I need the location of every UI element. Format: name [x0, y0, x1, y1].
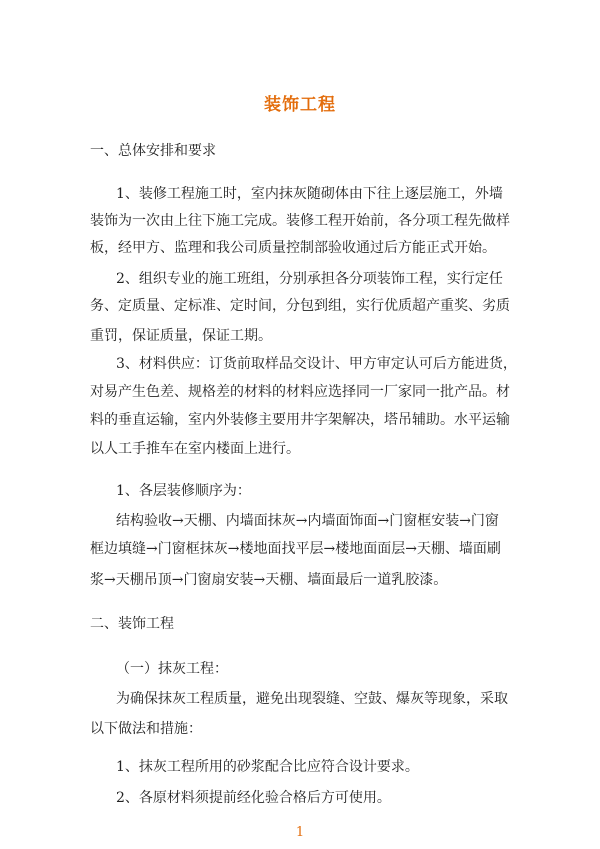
- paragraph-line: 板，经甲方、监理和我公司质量控制部验收通过后方能正式开始。: [90, 240, 496, 256]
- paragraph-line: 3、材料供应：订货前取样品交设计、甲方审定认可后方能进货，: [116, 356, 517, 372]
- document-title: 装饰工程: [264, 95, 336, 115]
- paragraph-line: 装饰为一次由上往下施工完成。装修工程开始前，各分项工程先做样: [90, 213, 510, 229]
- paragraph-line: 对易产生色差、规格差的材料的材料应选择同一厂家同一批产品。材: [90, 384, 510, 400]
- page-number: 1: [295, 825, 305, 840]
- paragraph-line: 1、各层装修顺序为：: [116, 483, 251, 499]
- paragraph-line: 框边填缝→门窗框抹灰→楼地面找平层→楼地面面层→天棚、墙面刷: [90, 541, 501, 557]
- subsection-heading: （一）抹灰工程：: [116, 661, 228, 677]
- paragraph-line: 以人工手推车在室内楼面上进行。: [90, 441, 300, 457]
- paragraph-line: 1、抹灰工程所用的砂浆配合比应符合设计要求。: [116, 759, 419, 775]
- paragraph-line: 结构验收→天棚、内墙面抹灰→内墙面饰面→门窗框安装→门窗: [116, 513, 499, 529]
- paragraph-line: 浆→天棚吊顶→门窗扇安装→天棚、墙面最后一道乳胶漆。: [90, 572, 448, 588]
- paragraph-line: 重罚，保证质量，保证工期。: [90, 328, 272, 344]
- section-heading-2: 二、装饰工程: [90, 616, 174, 632]
- paragraph-line: 1、装修工程施工时，室内抹灰随砌体由下往上逐层施工，外墙: [116, 186, 503, 202]
- paragraph-line: 为确保抹灰工程质量，避免出现裂缝、空鼓、爆灰等现象，采取: [116, 691, 508, 707]
- paragraph-line: 料的垂直运输，室内外装修主要用井字架解决，塔吊辅助。水平运输: [90, 412, 510, 428]
- paragraph-line: 以下做法和措施：: [90, 721, 202, 737]
- paragraph-line: 务、定质量、定标准、定时间，分包到组，实行优质超产重奖、劣质: [90, 298, 510, 314]
- paragraph-line: 2、组织专业的施工班组，分别承担各分项装饰工程，实行定任: [116, 271, 503, 287]
- section-heading-1: 一、总体安排和要求: [90, 143, 216, 159]
- paragraph-line: 2、各原材料须提前经化验合格后方可使用。: [116, 790, 391, 806]
